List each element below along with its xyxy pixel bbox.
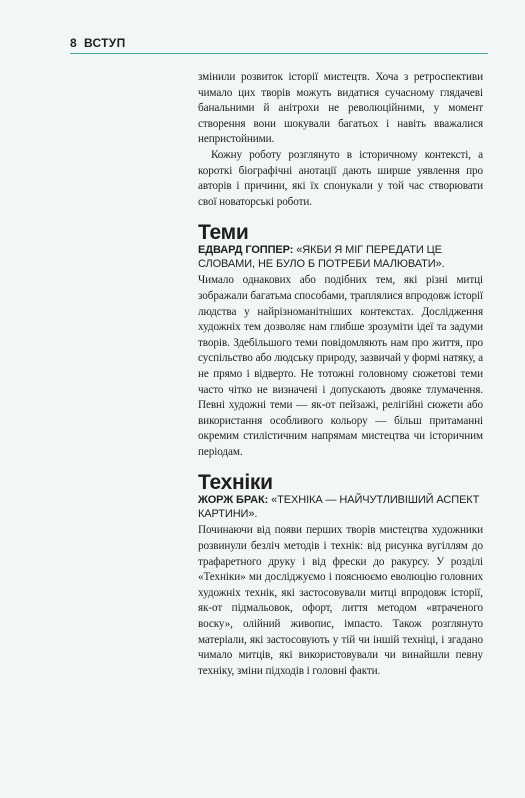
page-number: 8	[70, 36, 78, 50]
header-rule	[70, 53, 488, 54]
techniques-heading: Техніки	[198, 471, 273, 495]
techniques-quote-author: ЖОРЖ БРАК:	[198, 494, 269, 507]
themes-quote-text: «ЯКБИ Я МІГ ПЕРЕДАТИ ЦЕ СЛОВАМИ, НЕ БУЛО Б ПОТРЕБИ МАЛЮВАТИ».	[198, 244, 445, 270]
themes-quote-author: ЕДВАРД ГОППЕР:	[198, 244, 294, 257]
text-column	[198, 70, 483, 679]
themes-body: Чимало однакових або подібних тем, які різні митці зображали багатьма способами, траплялися впродовж історії людства у найрізноманітніших контекстах. Дослідження художніх тем дозволяє нам глибше зрозуміти ідеї та задуми творів. Здебільшого теми повідомляють нам про життя, про суспільство або людську природу, зазвичай у формі натяку, а не прямо і відверто. Не тотожні головному сюжетові теми часто чітко не визначені і допускають двояке тлумачення. Певні художні теми — як-от пейзажі, релігійні сюжети або використання особливого кольору — більш притаманні окремим стилістичним напрямам мистецтва чи історичним періодам.	[198, 274, 483, 458]
techniques-quote	[198, 494, 483, 521]
techniques-quote-text: «ТЕХНІКА — НАЙЧУТЛИВІШИЙ АСПЕКТ КАРТИНИ».	[198, 494, 480, 520]
themes-heading: Теми	[198, 221, 249, 245]
intro-paragraph-2: Кожну роботу розглянуто в історичному контексті, а короткі біографічні анотації дають ширше уявлення про авторів і причини, які їх спонукали у той час створювати свої новаторські роботи.	[198, 148, 483, 208]
techniques-body: Починаючи від появи перших творів мистецтва художники розвинули безліч методів і технік: від рисунка вугіллям до трафаретного друку і від фрески до ракурсу. У розділі «Техніки» ми досліджуємо і пояснюємо еволюцію головних художніх технік, які застосовували митці впродовж історії, як-от підмальовок, офорт, лиття методом «втраченого воску», олійний живопис, імпасто. Також розглянуто матеріали, які застосовують у тій чи іншій техніці, і згадано чимало митців, які використовували чи винайшли певну техніку, зміни підходів і головні факти.	[198, 524, 483, 677]
section-name: ВСТУП	[84, 36, 126, 50]
intro-paragraph-1: змінили розвиток історії мистецтв. Хоча з ретроспективи чимало цих творів можуть видатися сучасному глядачеві банальними й анітрохи не революційними, у момент створення вони шокували багатьох і навіть вважалися непристойними.	[198, 71, 483, 146]
themes-quote	[198, 244, 483, 271]
